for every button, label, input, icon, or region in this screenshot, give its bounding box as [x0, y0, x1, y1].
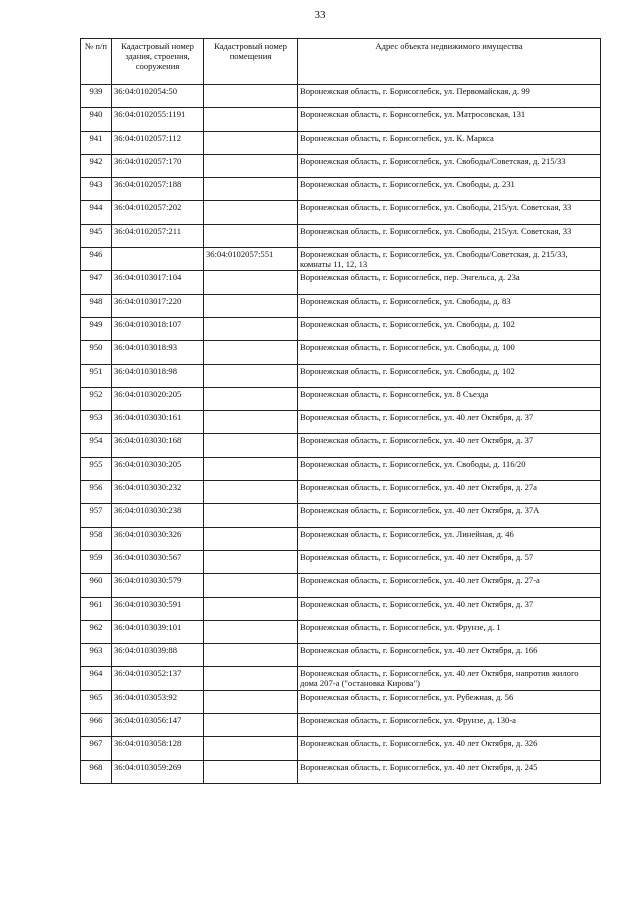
address-cell: Воронежская область, г. Борисоглебск, ул. 40 лет Октября, д. 37А: [298, 504, 601, 527]
building-cadastral-cell: 36:04:0103030:326: [112, 527, 204, 550]
building-cadastral-cell: 36:04:0103030:238: [112, 504, 204, 527]
address-cell: Воронежская область, г. Борисоглебск, ул. 40 лет Октября, д. 37: [298, 597, 601, 620]
room-cadastral-cell: [204, 85, 298, 108]
table-row: [81, 620, 601, 643]
building-cadastral-cell: 36:04:0103030:579: [112, 574, 204, 597]
room-cadastral-cell: [204, 667, 298, 690]
row-number-cell: 967: [81, 737, 112, 760]
address-cell: Воронежская область, г. Борисоглебск, ул. 40 лет Октября, д. 37: [298, 434, 601, 457]
table-row: [81, 178, 601, 201]
building-cadastral-cell: 36:04:0103039:88: [112, 644, 204, 667]
address-cell: Воронежская область, г. Борисоглебск, ул. Свободы, 215/ул. Советская, 33: [298, 201, 601, 224]
room-cadastral-cell: [204, 527, 298, 550]
room-cadastral-cell: [204, 271, 298, 294]
row-number-cell: 966: [81, 714, 112, 737]
building-cadastral-cell: 36:04:0102057:170: [112, 154, 204, 177]
header-address: Адрес объекта недвижимого имущества: [298, 39, 601, 85]
room-cadastral-cell: [204, 481, 298, 504]
table-header-row: [81, 39, 601, 85]
building-cadastral-cell: 36:04:0103020:205: [112, 387, 204, 410]
building-cadastral-cell: 36:04:0102057:211: [112, 224, 204, 247]
table-row: [81, 434, 601, 457]
building-cadastral-cell: 36:04:0103030:168: [112, 434, 204, 457]
building-cadastral-cell: 36:04:0102057:202: [112, 201, 204, 224]
row-number-cell: 956: [81, 481, 112, 504]
building-cadastral-cell: 36:04:0102057:112: [112, 131, 204, 154]
header-num: № п/п: [81, 39, 112, 85]
header-building-cadastral: Кадастровый номер здания, строения, сооружения: [112, 39, 204, 85]
row-number-cell: 939: [81, 85, 112, 108]
table-body: [81, 85, 601, 784]
address-cell: Воронежская область, г. Борисоглебск, ул. Свободы, д. 116/20: [298, 457, 601, 480]
room-cadastral-cell: [204, 411, 298, 434]
table-row: [81, 667, 601, 690]
building-cadastral-cell: 36:04:0103059:269: [112, 760, 204, 783]
table-row: [81, 690, 601, 713]
address-cell: Воронежская область, г. Борисоглебск, ул. Свободы/Советская, д. 215/33, комнаты 11, 12, 13: [298, 248, 601, 271]
row-number-cell: 954: [81, 434, 112, 457]
room-cadastral-cell: [204, 737, 298, 760]
address-cell: Воронежская область, г. Борисоглебск, ул. Фрунзе, д. 130-а: [298, 714, 601, 737]
room-cadastral-cell: [204, 201, 298, 224]
address-cell: Воронежская область, г. Борисоглебск, ул. Матросовская, 131: [298, 108, 601, 131]
room-cadastral-cell: [204, 644, 298, 667]
row-number-cell: 960: [81, 574, 112, 597]
table-row: [81, 481, 601, 504]
address-cell: Воронежская область, г. Борисоглебск, ул. 8 Съезда: [298, 387, 601, 410]
building-cadastral-cell: 36:04:0103030:567: [112, 550, 204, 573]
page-number: 33: [314, 9, 326, 21]
row-number-cell: 942: [81, 154, 112, 177]
address-cell: Воронежская область, г. Борисоглебск, ул. Свободы, д. 83: [298, 294, 601, 317]
address-cell: Воронежская область, г. Борисоглебск, ул. Свободы, д. 100: [298, 341, 601, 364]
row-number-cell: 948: [81, 294, 112, 317]
table-row: [81, 457, 601, 480]
table-row: [81, 714, 601, 737]
row-number-cell: 962: [81, 620, 112, 643]
room-cadastral-cell: [204, 457, 298, 480]
address-cell: Воронежская область, г. Борисоглебск, ул. Свободы/Советская, д. 215/33: [298, 154, 601, 177]
building-cadastral-cell: 36:04:0103017:220: [112, 294, 204, 317]
table-row: [81, 271, 601, 294]
table-row: [81, 504, 601, 527]
building-cadastral-cell: 36:04:0103017:104: [112, 271, 204, 294]
table-row: [81, 248, 601, 271]
room-cadastral-cell: [204, 364, 298, 387]
building-cadastral-cell: 36:04:0103039:101: [112, 620, 204, 643]
table-row: [81, 341, 601, 364]
address-cell: Воронежская область, г. Борисоглебск, ул. 40 лет Октября, д. 57: [298, 550, 601, 573]
row-number-cell: 944: [81, 201, 112, 224]
table-row: [81, 85, 601, 108]
address-cell: Воронежская область, г. Борисоглебск, ул. 40 лет Октября, напротив жилого дома 207-а ("остановка Кирова"): [298, 667, 601, 690]
building-cadastral-cell: 36:04:0102057:188: [112, 178, 204, 201]
address-cell: Воронежская область, г. Борисоглебск, ул. Линейная, д. 46: [298, 527, 601, 550]
row-number-cell: 943: [81, 178, 112, 201]
address-cell: Воронежская область, г. Борисоглебск, ул. 40 лет Октября, д. 326: [298, 737, 601, 760]
room-cadastral-cell: [204, 224, 298, 247]
table-row: [81, 294, 601, 317]
row-number-cell: 959: [81, 550, 112, 573]
room-cadastral-cell: [204, 341, 298, 364]
row-number-cell: 950: [81, 341, 112, 364]
building-cadastral-cell: 36:04:0103030:205: [112, 457, 204, 480]
header-room-cadastral: Кадастровый номер помещения: [204, 39, 298, 85]
building-cadastral-cell: 36:04:0103053:92: [112, 690, 204, 713]
room-cadastral-cell: [204, 434, 298, 457]
table-row: [81, 760, 601, 783]
table-row: [81, 108, 601, 131]
address-cell: Воронежская область, г. Борисоглебск, ул. 40 лет Октября, д. 166: [298, 644, 601, 667]
building-cadastral-cell: 36:04:0103058:128: [112, 737, 204, 760]
table-row: [81, 527, 601, 550]
table-row: [81, 224, 601, 247]
table-row: [81, 644, 601, 667]
table-row: [81, 737, 601, 760]
address-cell: Воронежская область, г. Борисоглебск, ул. Свободы, д. 102: [298, 364, 601, 387]
row-number-cell: 952: [81, 387, 112, 410]
address-cell: Воронежская область, г. Борисоглебск, ул. Свободы, д. 231: [298, 178, 601, 201]
table-row: [81, 411, 601, 434]
row-number-cell: 951: [81, 364, 112, 387]
room-cadastral-cell: [204, 317, 298, 340]
table-row: [81, 201, 601, 224]
row-number-cell: 953: [81, 411, 112, 434]
room-cadastral-cell: [204, 154, 298, 177]
row-number-cell: 941: [81, 131, 112, 154]
address-cell: Воронежская область, г. Борисоглебск, ул. 40 лет Октября, д. 27а: [298, 481, 601, 504]
table-row: [81, 387, 601, 410]
row-number-cell: 964: [81, 667, 112, 690]
address-cell: Воронежская область, г. Борисоглебск, ул. Фрунзе, д. 1: [298, 620, 601, 643]
room-cadastral-cell: [204, 131, 298, 154]
row-number-cell: 947: [81, 271, 112, 294]
table-row: [81, 550, 601, 573]
address-cell: Воронежская область, г. Борисоглебск, ул. 40 лет Октября, д. 37: [298, 411, 601, 434]
row-number-cell: 955: [81, 457, 112, 480]
building-cadastral-cell: 36:04:0102055:1191: [112, 108, 204, 131]
row-number-cell: 958: [81, 527, 112, 550]
room-cadastral-cell: [204, 504, 298, 527]
address-cell: Воронежская область, г. Борисоглебск, ул. Первомайская, д. 99: [298, 85, 601, 108]
room-cadastral-cell: [204, 714, 298, 737]
row-number-cell: 946: [81, 248, 112, 271]
building-cadastral-cell: 36:04:0103018:93: [112, 341, 204, 364]
address-cell: Воронежская область, г. Борисоглебск, ул. 40 лет Октября, д. 27-а: [298, 574, 601, 597]
address-cell: Воронежская область, г. Борисоглебск, ул. Рубежная, д. 56: [298, 690, 601, 713]
row-number-cell: 961: [81, 597, 112, 620]
row-number-cell: 940: [81, 108, 112, 131]
address-cell: Воронежская область, г. Борисоглебск, ул. Свободы, 215/ул. Советская, 33: [298, 224, 601, 247]
room-cadastral-cell: [204, 108, 298, 131]
room-cadastral-cell: [204, 597, 298, 620]
address-cell: Воронежская область, г. Борисоглебск, пер. Энгельса, д. 23а: [298, 271, 601, 294]
room-cadastral-cell: [204, 178, 298, 201]
row-number-cell: 957: [81, 504, 112, 527]
room-cadastral-cell: [204, 690, 298, 713]
table-row: [81, 364, 601, 387]
room-cadastral-cell: [204, 620, 298, 643]
row-number-cell: 968: [81, 760, 112, 783]
table-row: [81, 154, 601, 177]
row-number-cell: 945: [81, 224, 112, 247]
row-number-cell: 963: [81, 644, 112, 667]
building-cadastral-cell: 36:04:0103030:232: [112, 481, 204, 504]
table-row: [81, 574, 601, 597]
room-cadastral-cell: 36:04:0102057:551: [204, 248, 298, 271]
room-cadastral-cell: [204, 760, 298, 783]
building-cadastral-cell: 36:04:0103056:147: [112, 714, 204, 737]
address-cell: Воронежская область, г. Борисоглебск, ул. К. Маркса: [298, 131, 601, 154]
row-number-cell: 965: [81, 690, 112, 713]
room-cadastral-cell: [204, 550, 298, 573]
building-cadastral-cell: 36:04:0102054:50: [112, 85, 204, 108]
building-cadastral-cell: 36:04:0103030:161: [112, 411, 204, 434]
table-row: [81, 131, 601, 154]
table-row: [81, 317, 601, 340]
building-cadastral-cell: 36:04:0103052:137: [112, 667, 204, 690]
room-cadastral-cell: [204, 574, 298, 597]
property-registry-table: [80, 38, 601, 784]
building-cadastral-cell: 36:04:0103018:98: [112, 364, 204, 387]
room-cadastral-cell: [204, 387, 298, 410]
row-number-cell: 949: [81, 317, 112, 340]
table-row: [81, 597, 601, 620]
address-cell: Воронежская область, г. Борисоглебск, ул. Свободы, д. 102: [298, 317, 601, 340]
building-cadastral-cell: 36:04:0103030:591: [112, 597, 204, 620]
address-cell: Воронежская область, г. Борисоглебск, ул. 40 лет Октября, д. 245: [298, 760, 601, 783]
building-cadastral-cell: 36:04:0103018:107: [112, 317, 204, 340]
room-cadastral-cell: [204, 294, 298, 317]
building-cadastral-cell: [112, 248, 204, 271]
